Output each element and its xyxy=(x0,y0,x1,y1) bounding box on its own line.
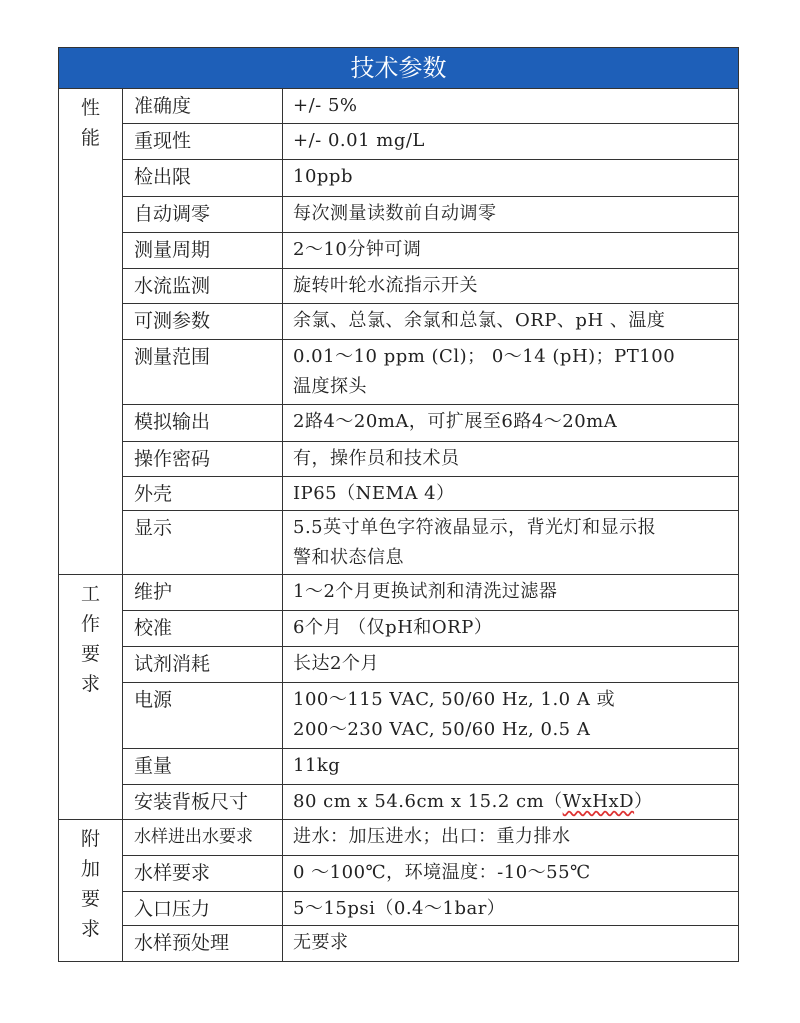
category-performance xyxy=(59,89,123,575)
param-value-text: 每次测量读数前自动调零 xyxy=(293,203,497,224)
param-value xyxy=(283,647,739,683)
table-row xyxy=(59,160,739,197)
table-row xyxy=(59,749,739,785)
param-name: 自动调零 xyxy=(123,197,283,233)
table-row xyxy=(59,820,739,856)
param-name: 水样要求 xyxy=(123,856,283,892)
table-row xyxy=(59,611,739,647)
param-value xyxy=(283,304,739,340)
param-value-text: 2～10分钟可调 xyxy=(293,239,422,260)
param-name: 操作密码 xyxy=(123,442,283,477)
param-value xyxy=(283,340,739,405)
param-name: 可测参数 xyxy=(123,304,283,340)
param-value-text: 1～2个月更换试剂和清洗过滤器 xyxy=(293,581,558,602)
param-value xyxy=(283,892,739,926)
param-name: 检出限 xyxy=(123,160,283,197)
param-value xyxy=(283,511,739,575)
param-name: 水样预处理 xyxy=(123,926,283,962)
table-row xyxy=(59,442,739,477)
param-value-text: 有，操作员和技术员 xyxy=(293,448,460,469)
table-row xyxy=(59,89,739,124)
table-row xyxy=(59,304,739,340)
param-value xyxy=(283,926,739,962)
param-value xyxy=(283,477,739,511)
param-name: 显示 xyxy=(123,511,283,575)
table-row xyxy=(59,892,739,926)
param-value xyxy=(283,442,739,477)
category-char: 能 xyxy=(80,127,100,149)
table-title: 技术参数 xyxy=(59,48,739,89)
category-operation xyxy=(59,575,123,820)
param-name: 测量范围 xyxy=(123,340,283,405)
table-row xyxy=(59,405,739,442)
param-value-text: 旋转叶轮水流指示开关 xyxy=(293,275,478,296)
param-value xyxy=(283,683,739,749)
param-value-text-line2: 警和状态信息 xyxy=(293,547,404,568)
param-name: 测量周期 xyxy=(123,233,283,269)
param-name: 准确度 xyxy=(123,89,283,124)
param-name: 模拟输出 xyxy=(123,405,283,442)
table-row xyxy=(59,124,739,160)
table-row xyxy=(59,511,739,575)
param-value-text: 0 ～100℃，环境温度：-10～55℃ xyxy=(293,862,591,883)
param-value-text xyxy=(293,787,738,817)
table-row xyxy=(59,269,739,304)
dimensions-text: 80 cm x 54.6cm x 15.2 cm（ xyxy=(293,791,563,812)
param-value-text: 无要求 xyxy=(293,932,349,953)
category-char: 附 xyxy=(80,828,100,850)
table-row xyxy=(59,785,739,820)
title-row xyxy=(59,48,739,89)
param-name: 水样进出水要求 xyxy=(123,820,283,856)
category-char: 要 xyxy=(80,643,100,665)
param-name: 试剂消耗 xyxy=(123,647,283,683)
param-value xyxy=(283,124,739,160)
category-char: 求 xyxy=(80,673,100,695)
param-value-text: 5.5英寸单色字符液晶显示，背光灯和显示报 xyxy=(293,517,657,538)
param-value xyxy=(283,820,739,856)
category-additional xyxy=(59,820,123,962)
category-char: 作 xyxy=(80,613,100,635)
param-name: 水流监测 xyxy=(123,269,283,304)
param-name: 外壳 xyxy=(123,477,283,511)
param-value xyxy=(283,611,739,647)
param-value-text: 进水：加压进水；出口：重力排水 xyxy=(293,826,571,847)
dimensions-order-text: WxHxD xyxy=(562,791,635,812)
table-row xyxy=(59,233,739,269)
param-value-text: 长达2个月 xyxy=(293,653,379,674)
dimensions-close-paren: ） xyxy=(634,791,653,812)
param-value-text: 100～115 VAC, 50/60 Hz, 1.0 A 或 xyxy=(293,689,616,710)
param-value-text: 5～15psi（0.4～1bar） xyxy=(293,898,506,919)
category-char: 性 xyxy=(80,97,100,119)
param-value xyxy=(283,575,739,611)
param-value xyxy=(283,405,739,442)
param-value xyxy=(283,89,739,124)
param-name: 维护 xyxy=(123,575,283,611)
param-value-text-line2: 200～230 VAC, 50/60 Hz, 0.5 A xyxy=(293,719,591,740)
param-value-text: 10ppb xyxy=(293,166,353,187)
param-value-text-line2: 温度探头 xyxy=(293,376,367,397)
param-name: 安装背板尺寸 xyxy=(123,785,283,820)
table-row xyxy=(59,856,739,892)
param-value xyxy=(283,785,739,820)
param-value-text: +/- 5% xyxy=(293,95,358,116)
param-name: 重量 xyxy=(123,749,283,785)
param-value-text: 0.01～10 ppm (Cl)； 0～14 (pH)；PT100 xyxy=(293,346,676,367)
param-name: 电源 xyxy=(123,683,283,749)
param-value-text: 余氯、总氯、余氯和总氯、ORP、pH 、温度 xyxy=(293,310,666,331)
param-value-text: IP65（NEMA 4） xyxy=(293,483,455,504)
category-char: 要 xyxy=(80,888,100,910)
param-value xyxy=(283,269,739,304)
spec-table xyxy=(58,47,739,962)
param-value-text: +/- 0.01 mg/L xyxy=(293,130,425,151)
param-value xyxy=(283,197,739,233)
table-row xyxy=(59,575,739,611)
table-row xyxy=(59,683,739,749)
table-row xyxy=(59,926,739,962)
table-row xyxy=(59,197,739,233)
category-char: 工 xyxy=(80,583,100,605)
category-char: 加 xyxy=(80,858,100,880)
param-name: 入口压力 xyxy=(123,892,283,926)
param-value xyxy=(283,856,739,892)
table-row xyxy=(59,647,739,683)
table-row xyxy=(59,477,739,511)
param-value xyxy=(283,233,739,269)
param-value xyxy=(283,749,739,785)
param-value xyxy=(283,160,739,197)
param-value-text: 11kg xyxy=(293,755,341,776)
table-row xyxy=(59,340,739,405)
param-name: 重现性 xyxy=(123,124,283,160)
param-name: 校准 xyxy=(123,611,283,647)
param-value-text: 2路4～20mA，可扩展至6路4～20mA xyxy=(293,411,618,432)
category-char: 求 xyxy=(80,918,100,940)
param-value-text: 6个月 （仅pH和ORP） xyxy=(293,617,493,638)
